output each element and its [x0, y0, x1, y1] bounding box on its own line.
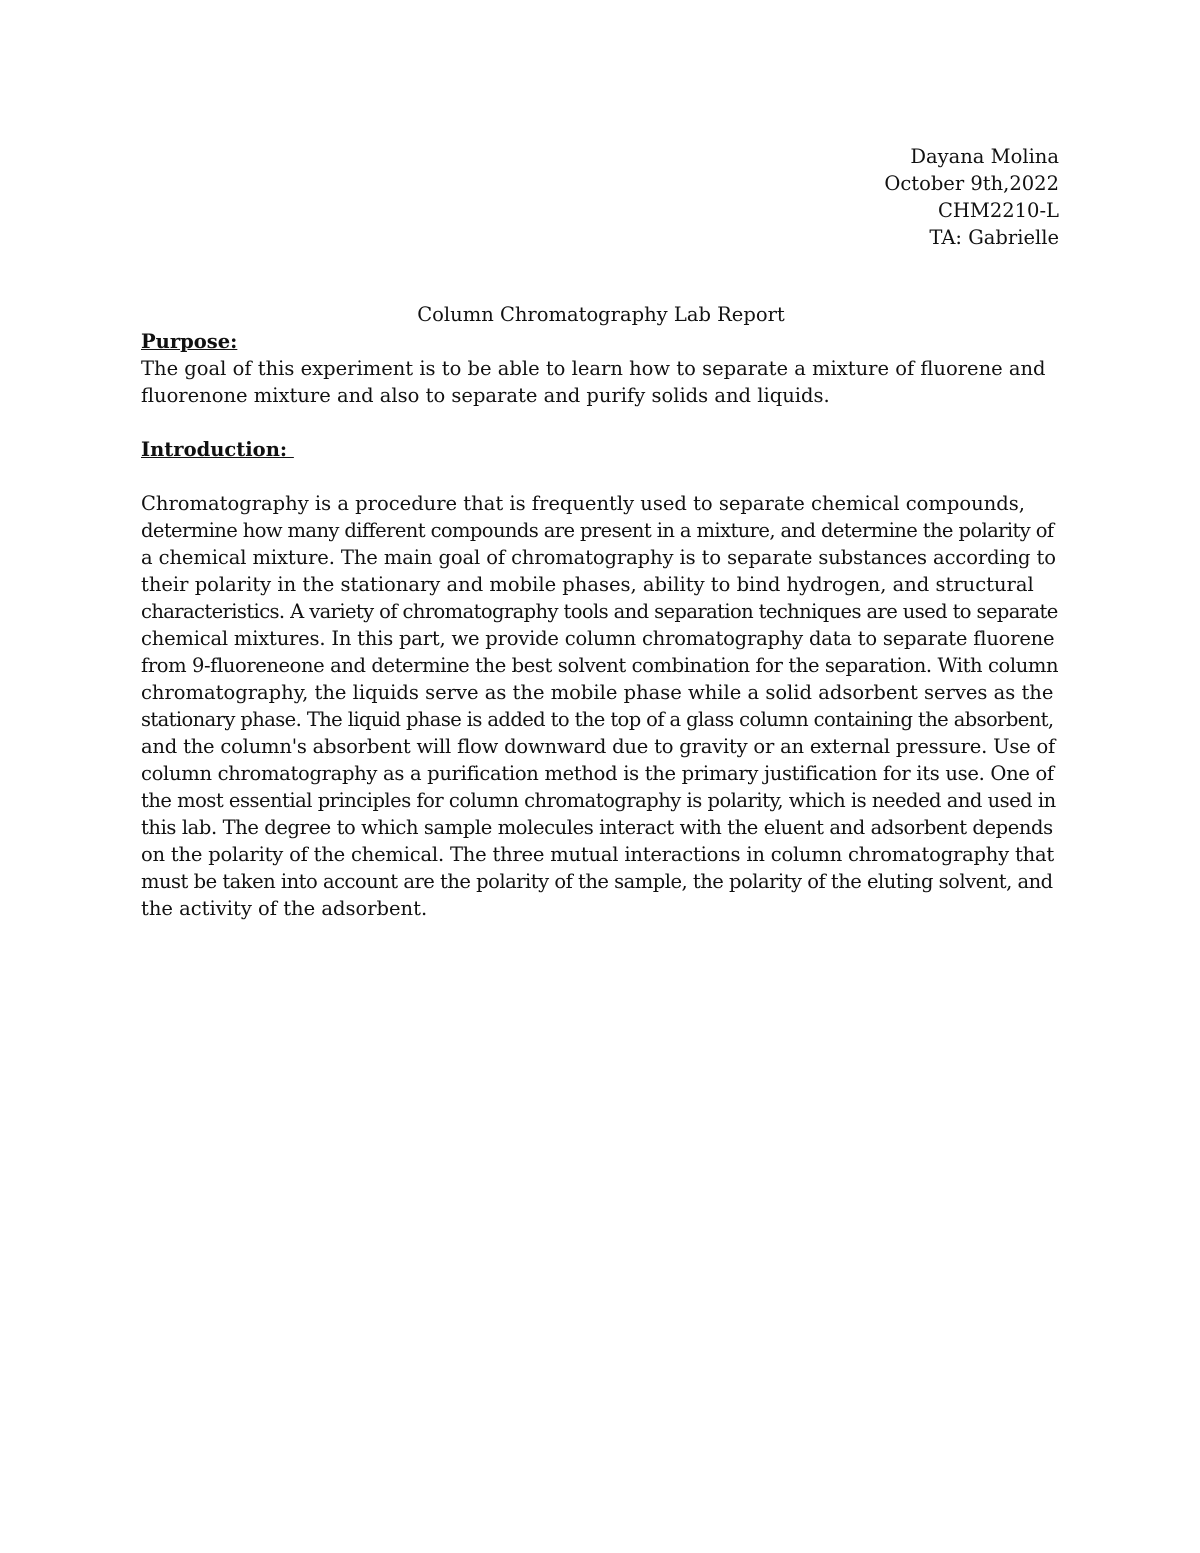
introduction-line: on the polarity of the chemical. The three mutual interactions in column chromatography that — [141, 843, 1055, 866]
introduction-line: and the column's absorbent will flow downward due to gravity or an external pressure. Use of — [141, 735, 1056, 758]
introduction-line: this lab. The degree to which sample molecules interact with the eluent and adsorbent depends — [141, 816, 1053, 839]
introduction-line: from 9-fluoreneone and determine the best solvent combination for the separation. With column — [141, 654, 1059, 677]
teaching-assistant: TA: Gabrielle — [929, 226, 1059, 249]
introduction-line: characteristics. A variety of chromatography tools and separation techniques are used to separate — [141, 600, 1058, 623]
report-date: October 9th,2022 — [884, 172, 1059, 195]
purpose-line: The goal of this experiment is to be able to learn how to separate a mixture of fluorene and — [141, 357, 1046, 380]
purpose-heading: Purpose: — [141, 330, 238, 353]
introduction-paragraph — [141, 490, 1061, 922]
author-header — [884, 143, 1059, 251]
introduction-line: stationary phase. The liquid phase is added to the top of a glass column containing the absorbent, — [141, 708, 1054, 731]
introduction-line: must be taken into account are the polarity of the sample, the polarity of the eluting solvent, and — [141, 870, 1053, 893]
introduction-line: the most essential principles for column chromatography is polarity, which is needed and used in — [141, 789, 1056, 812]
document-body — [141, 301, 1061, 922]
course-code: CHM2210-L — [937, 199, 1059, 222]
introduction-heading: Introduction: — [141, 438, 294, 461]
introduction-line: determine how many different compounds are present in a mixture, and determine the polarity of — [141, 519, 1054, 542]
introduction-line: chemical mixtures. In this part, we provide column chromatography data to separate fluorene — [141, 627, 1055, 650]
paragraph-spacer — [141, 463, 1061, 490]
purpose-paragraph — [141, 355, 1061, 409]
introduction-line: their polarity in the stationary and mobile phases, ability to bind hydrogen, and structural — [141, 573, 1034, 596]
author-name: Dayana Molina — [910, 145, 1059, 168]
paragraph-spacer — [141, 409, 1061, 436]
introduction-line: the activity of the adsorbent. — [141, 897, 428, 920]
document-title: Column Chromatography Lab Report — [417, 303, 785, 326]
introduction-line: Chromatography is a procedure that is frequently used to separate chemical compounds, — [141, 492, 1025, 515]
purpose-line: fluorenone mixture and also to separate and purify solids and liquids. — [141, 384, 830, 407]
introduction-line: chromatography, the liquids serve as the mobile phase while a solid adsorbent serves as the — [141, 681, 1054, 704]
introduction-line: column chromatography as a purification method is the primary justification for its use. One of — [141, 762, 1054, 785]
introduction-line: a chemical mixture. The main goal of chromatography is to separate substances according to — [141, 546, 1056, 569]
